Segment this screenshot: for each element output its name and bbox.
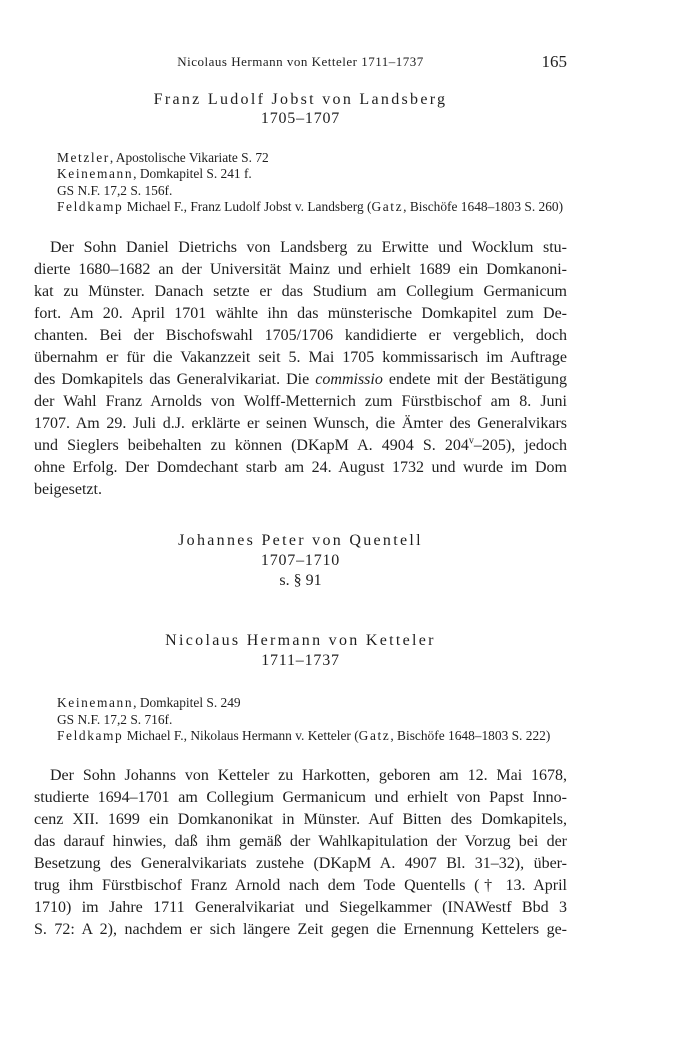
text-line: übernahm er für die Vakanzzeit seit 5. Mai 1705 kommissarisch im Auftrage [34, 349, 567, 366]
reference-text: , Bischöfe 1648–1803 S. 222) [390, 728, 551, 743]
reference-line [57, 166, 587, 182]
reference-author: Keinemann [57, 695, 134, 710]
reference-line [57, 712, 587, 729]
biography-paragraph [34, 237, 567, 501]
text-line [34, 435, 567, 457]
reference-author: Feldkamp [57, 728, 124, 743]
entry-years: 1711–1737 [261, 652, 340, 669]
reference-series-editor: Gatz [358, 728, 391, 743]
entry-name: Johannes Peter von Quentell [178, 532, 423, 549]
reference-author: Metzler [57, 150, 110, 165]
reference-series-editor: Gatz [371, 199, 404, 215]
text-line: studierte 1694–1701 am Collegium Germanicum und erhielt von Papst Inno- [34, 789, 567, 806]
entry-heading-landsberg [34, 90, 567, 128]
reference-author: Feldkamp [57, 199, 124, 215]
entry-name: Franz Ludolf Jobst von Landsberg [153, 91, 448, 108]
cross-reference: s. § 91 [279, 572, 322, 589]
entry-heading-ketteler [34, 631, 567, 671]
text-line: chanten. Bei der Bischofswahl 1705/1706 kandidierte er vergeblich, doch [34, 327, 567, 344]
reference-text: , Apostolische Vikariate S. 72 [109, 150, 269, 165]
reference-line [57, 728, 587, 745]
reference-text: , Domkapitel S. 241 f. [133, 166, 252, 182]
italic-term: commissio [315, 371, 383, 388]
reference-text: Michael F., Franz Ludolf Jobst v. Landsberg ( [123, 199, 372, 215]
reference-text: , Bischöfe 1648–1803 S. 260) [403, 199, 564, 215]
reference-text: GS N.F. 17,2 S. 156f. [57, 182, 173, 198]
text-line: der Wahl Franz Arnolds von Wolff-Metternich zum Fürstbischof am 8. Juni [34, 393, 567, 410]
entry-years: 1707–1710 [260, 552, 341, 569]
reference-list [57, 150, 587, 216]
superscript-verso: v [468, 435, 474, 447]
text-line: beigesetzt. [34, 481, 102, 498]
text-line: 1710) im Jahre 1711 Generalvikariat und Siegelkammer (INAWestf Bbd 3 [34, 899, 567, 916]
text-line: das darauf hinwies, daß ihm gemäß der Wahlkapitulation der Vorzug bei der [34, 833, 567, 850]
running-head-title: Nicolaus Hermann von Ketteler 1711–1737 [177, 54, 424, 69]
entry-years: 1705–1707 [260, 110, 341, 127]
entry-name: Nicolaus Hermann von Ketteler [165, 632, 436, 649]
text-line: trug ihm Fürstbischof Franz Arnold nach dem Tode Quentells († 13. April [34, 877, 567, 894]
text-line: cenz XII. 1699 ein Domkanonikat in Münster. Auf Bitten des Domkapitels, [34, 811, 567, 828]
text-line: Besetzung des Generalvikariats zustehe (DKapM A. 4907 Bl. 31–32), über- [34, 855, 567, 872]
text-line: Der Sohn Johanns von Ketteler zu Harkotten, geboren am 12. Mai 1678, [50, 767, 567, 784]
text-line: fort. Am 20. April 1701 wählte ihn das münsterische Domkapitel zum De- [34, 305, 567, 322]
text-line: 1707. Am 29. Juli d.J. erklärte er seinen Wunsch, die Ämter des Generalvikars [34, 415, 567, 432]
reference-line [57, 695, 587, 712]
text-line: ohne Erfolg. Der Domdechant starb am 24. August 1732 und wurde im Dom [34, 459, 567, 476]
entry-heading-quentell [34, 531, 567, 591]
reference-line [57, 150, 587, 166]
text-line: Der Sohn Daniel Dietrichs von Landsberg zu Erwitte und Wocklum stu- [50, 239, 567, 256]
text-segment: des Domkapitels das Generalvikariat. Die [34, 371, 316, 388]
reference-list [57, 695, 587, 745]
reference-author: Keinemann [57, 166, 134, 182]
page-number: 165 [541, 52, 567, 71]
text-line: dierte 1680–1682 an der Universität Mainz und erhielt 1689 ein Domkanoni- [34, 261, 567, 278]
text-segment: –205), jedoch [473, 437, 567, 454]
text-line [34, 369, 567, 391]
reference-text: Michael F., Nikolaus Hermann v. Ketteler ( [123, 728, 359, 743]
text-segment: und Sieglers beibehalten zu können (DKapM A. 4904 S. 204 [34, 437, 469, 454]
text-line: S. 72: A 2), nachdem er sich längere Zeit gegen die Ernennung Kettelers ge- [34, 921, 567, 938]
reference-line [57, 183, 587, 199]
reference-text: GS N.F. 17,2 S. 716f. [57, 711, 173, 727]
reference-line [57, 199, 587, 215]
reference-text: , Domkapitel S. 249 [133, 695, 241, 710]
biography-paragraph [34, 765, 567, 941]
text-line: kat zu Münster. Danach setzte er das Studium am Collegium Germanicum [34, 283, 567, 300]
text-segment: endete mit der Bestätigung [382, 371, 567, 388]
